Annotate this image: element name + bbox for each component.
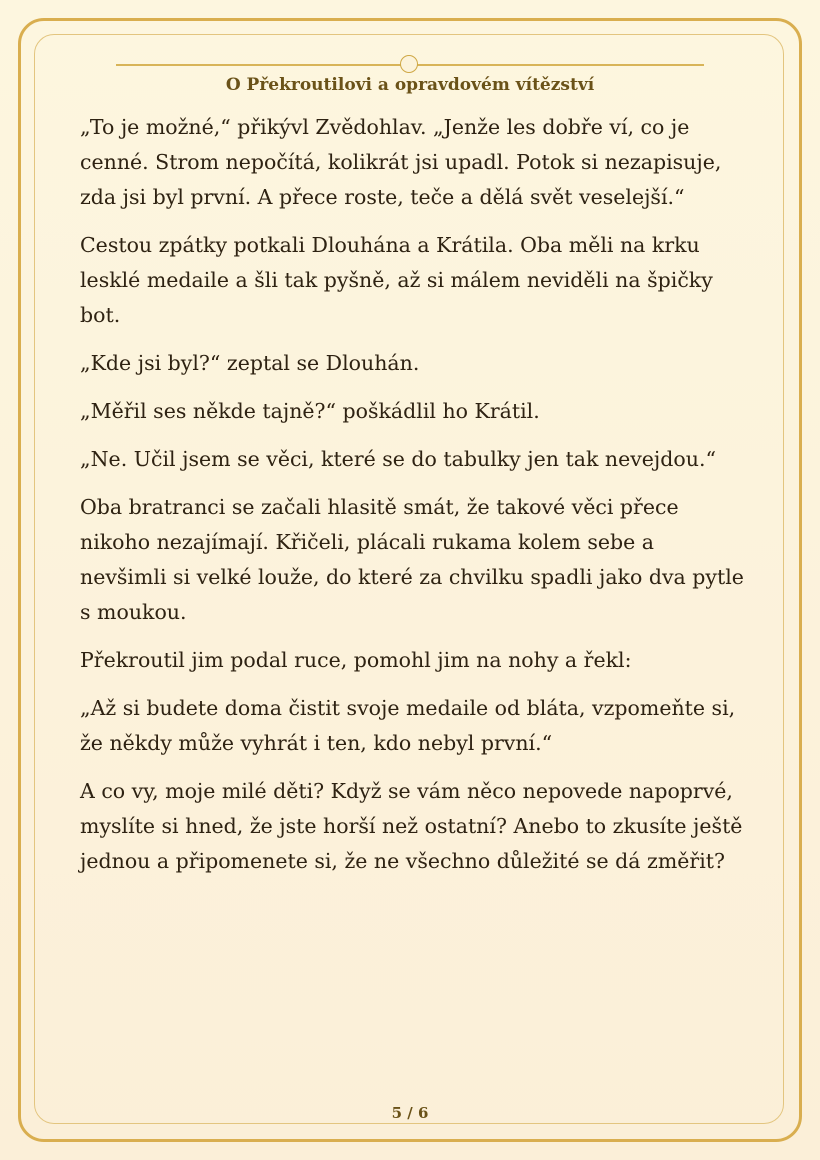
- paragraph: Překroutil jim podal ruce, pomohl jim na nohy a řekl:: [80, 648, 632, 672]
- chapter-title: O Překroutilovi a opravdovém vítězství: [225, 75, 595, 95]
- paragraph: „Ne. Učil jsem se věci, které se do tabulky jen tak nevejdou.“: [80, 447, 716, 471]
- page-number: 5 / 6: [391, 1104, 429, 1122]
- paragraph: „To je možné,“ přikývl Zvědohlav. „Jenže les dobře ví, co je cenné. Strom nepočítá, kolikrát jsi upadl. Potok si nezapisuje, zda jsi byl první. A přece roste, teče a dělá svět veselejší.“: [80, 115, 722, 209]
- paragraph: „Až si budete doma čistit svoje medaile od bláta, vzpomeňte si, že někdy může vyhrát i ten, kdo nebyl první.“: [80, 696, 736, 755]
- circle-ornament-icon: [400, 55, 418, 73]
- paragraph: „Měřil ses někde tajně?“ poškádlil ho Krátil.: [80, 399, 540, 423]
- paragraph: „Kde jsi byl?“ zeptal se Dlouhán.: [80, 351, 420, 375]
- paragraph: Cestou zpátky potkali Dlouhána a Krátila. Oba měli na krku lesklé medaile a šli tak pyšně, až si málem neviděli na špičky bot.: [80, 233, 713, 327]
- paragraph: A co vy, moje milé děti? Když se vám něco nepovede napoprvé, myslíte si hned, že jste horší než ostatní? Anebo to zkusíte ještě jednou a připomenete si, že ne všechno důležité se dá změřit?: [80, 779, 743, 873]
- story-text: [80, 110, 746, 892]
- paragraph: Oba bratranci se začali hlasitě smát, že takové věci přece nikoho nezajímají. Křičeli, plácali rukama kolem sebe a nevšimli si velké louže, do které za chvilku spadli jako dva pytle s moukou.: [80, 495, 744, 624]
